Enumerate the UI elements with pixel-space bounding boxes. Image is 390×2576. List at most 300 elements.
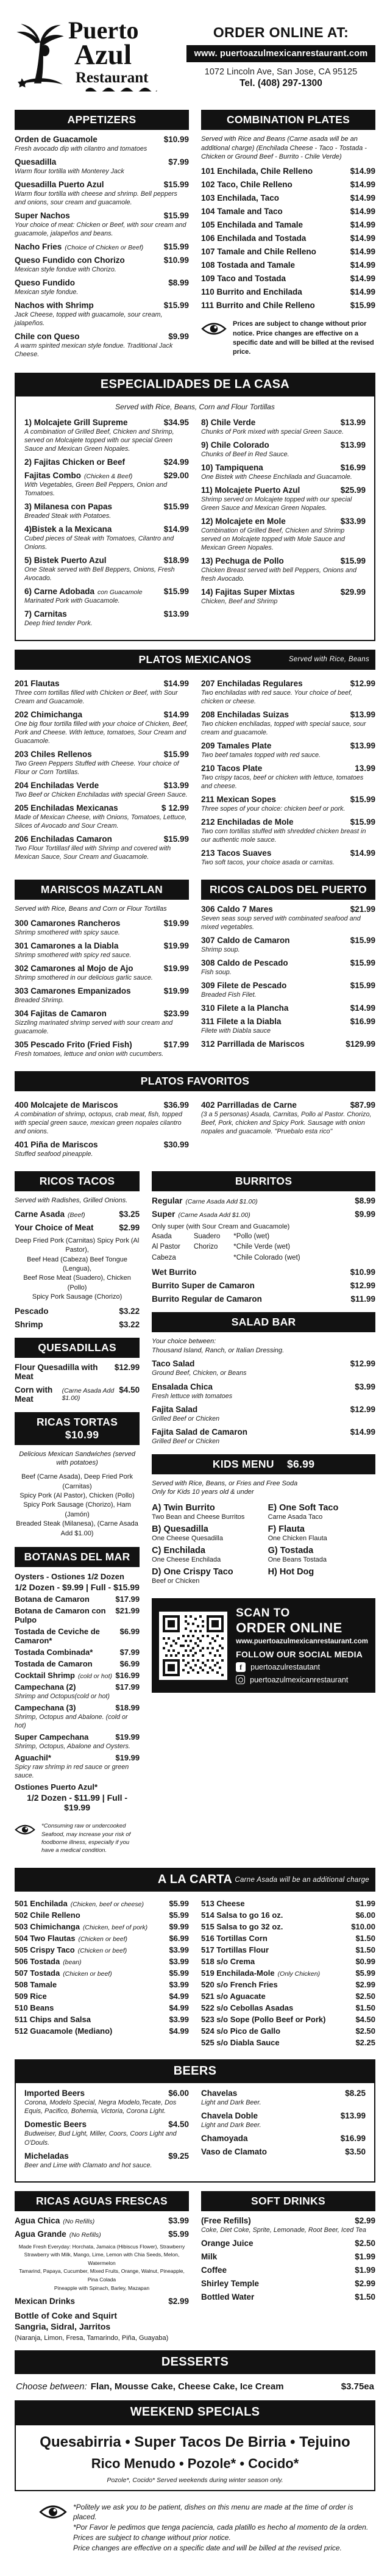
- item-name: 523 s/o Sope (Pollo Beef or Pork): [201, 2015, 326, 2025]
- item-price: $15.99: [350, 980, 375, 990]
- item-name: Tostada Combinada*: [15, 1648, 93, 1657]
- item-name: 206 Enchiladas Camaron: [15, 834, 112, 844]
- item-price: $17.99: [115, 1595, 140, 1604]
- menu-item-head: [24, 2120, 189, 2129]
- item-description: Your choice of meat: Chicken or Beef, with sour cream and guacamole, jalapeños and beans.: [15, 221, 186, 237]
- text-line: *Pollo (wet): [233, 1233, 270, 1241]
- item-name: 9) Chile Colorado: [201, 440, 269, 450]
- item-name: Shrimp: [15, 1319, 43, 1329]
- item-name: 507 Tostada: [15, 1968, 60, 1978]
- item-price: $10.99: [163, 134, 189, 144]
- menu-item-head: [15, 1363, 140, 1381]
- item-note: con Guacamole: [98, 589, 143, 597]
- menu-item: [201, 207, 375, 216]
- menu-item-head: [152, 1359, 375, 1368]
- salad-bar-title: SALAD BAR: [152, 1312, 375, 1332]
- menu-item: [201, 2089, 366, 2107]
- item-name: 518 s/o Crema: [201, 1957, 255, 1967]
- tacos-meat-options: [15, 1236, 140, 1302]
- menu-item: [15, 1210, 140, 1219]
- menu-item-head: [24, 457, 189, 467]
- item-name: 521 s/o Aguacate: [201, 1992, 266, 2001]
- text-line: Pineapple with Spinach, Barley, Mazapan: [54, 2284, 150, 2291]
- item-name: Agua Chica: [15, 2215, 60, 2225]
- item-name: 6) Carne Adobada: [24, 587, 95, 597]
- item-name: Ensalada Chica: [152, 1382, 213, 1391]
- item-price: $33.99: [340, 517, 366, 526]
- item-price: $21.99: [115, 1606, 140, 1616]
- weekend-line-1: Quesabirria • Super Tacos De Birria • Tejuino: [40, 2433, 350, 2450]
- kids-item-name: F) Flauta: [268, 1524, 305, 1535]
- menu-item: [15, 986, 189, 1005]
- item-price: $19.99: [163, 963, 189, 973]
- item-description: Light and Dark Beer.: [201, 2099, 261, 2107]
- aguas-list: [15, 2216, 189, 2239]
- menu-item: [15, 1040, 189, 1058]
- menu-item-head: [201, 180, 375, 189]
- desserts-options: Flan, Mousse Cake, Cheese Cake, Ice Cream: [90, 2381, 284, 2392]
- caldos-title: RICOS CALDOS DEL PUERTO: [201, 880, 375, 900]
- menu-item-head: [15, 2015, 189, 2024]
- menu-item-head: [201, 418, 366, 427]
- menu-item-head: [15, 332, 189, 341]
- menu-item-head: [15, 781, 189, 790]
- item-description: Grilled Beef or Chicken: [152, 1415, 220, 1423]
- item-price: $7.99: [168, 157, 189, 167]
- menu-item: [201, 2038, 375, 2047]
- palm-tree-icon: [15, 23, 66, 91]
- menu-item: [201, 981, 375, 999]
- item-price: $23.99: [163, 1008, 189, 1018]
- item-name: 506 Tostada: [15, 1957, 60, 1967]
- item-price: $4.99: [169, 2026, 189, 2036]
- menu-item-head: [201, 1100, 375, 1110]
- menu-item-head: [15, 180, 189, 189]
- menu-item: [15, 135, 189, 153]
- item-description: Chunks of Pork mixed with special Green Sauce.: [201, 428, 344, 436]
- item-name: 520 s/o French Fries: [201, 1980, 278, 1990]
- section-botanas-del-mar: [15, 1547, 140, 1854]
- item-name: Chavela Doble: [201, 2111, 258, 2121]
- menu-item-head: [15, 1040, 189, 1049]
- item-description: Shrimp smothered in our delicious garlic sauce.: [15, 974, 153, 981]
- menu-item: [15, 1595, 140, 1604]
- item-name: 501 Enchilada: [15, 1899, 68, 1909]
- section-caldos: [201, 871, 375, 1053]
- menu-item-head: [201, 2216, 375, 2225]
- item-price: $3.99: [168, 2215, 189, 2225]
- item-price: $5.99: [169, 1968, 189, 1978]
- especialidades-title: ESPECIALIDADES DE LA CASA: [15, 373, 375, 396]
- right-column: [152, 1163, 375, 1693]
- item-name: 204 Enchiladas Verde: [15, 780, 99, 790]
- favoritos-right-list: [201, 1096, 375, 1140]
- item-price: $8.99: [355, 1196, 375, 1206]
- website: www. puertoazulmexicanrestaurant.com: [186, 45, 375, 62]
- menu-item: [15, 1671, 140, 1680]
- menu-item: [15, 2026, 189, 2036]
- menu-item: [152, 1210, 375, 1219]
- item-description: Mexican style fondue.: [15, 288, 79, 296]
- item-name: 504 Two Flautas: [15, 1934, 76, 1943]
- menu-item-head: [201, 1922, 375, 1931]
- menu-item: [24, 556, 189, 583]
- footer-lines: [73, 2502, 375, 2553]
- platos-right-list: [201, 675, 375, 871]
- menu-item-head: [152, 1382, 375, 1391]
- item-price: $12.99: [350, 1404, 375, 1414]
- burritos-title: BURRITOS: [152, 1171, 375, 1191]
- menu-item: [201, 1922, 375, 1931]
- aguas-flavor-lines: [15, 2243, 189, 2293]
- item-price: $87.99: [350, 1100, 375, 1110]
- jarritos-flavors: (Naranja, Limon, Fresa, Tamarindo, Piña, Guayaba): [15, 2334, 169, 2342]
- kids-item-description: One Chicken Flauta: [268, 1535, 327, 1543]
- menu-item: [24, 457, 189, 467]
- quesadillas-list: [15, 1363, 140, 1404]
- item-price: $0.99: [355, 1957, 375, 1967]
- menu-item: [15, 1320, 140, 1329]
- item-name: Corn with Meat: [15, 1385, 53, 1404]
- item-price: $19.99: [163, 918, 189, 928]
- item-name: 11) Molcajete Puerto Azul: [201, 486, 300, 495]
- menu-item-head: [15, 242, 189, 251]
- menu-item: [15, 2216, 189, 2225]
- qr-code: [159, 1612, 227, 1680]
- item-price: $14.99: [350, 848, 375, 858]
- item-name: Ostiones Puerto Azul*: [15, 1782, 98, 1792]
- item-description: Breaded Fish Filet.: [201, 991, 257, 999]
- menu-item: [15, 301, 189, 328]
- item-description: Coke, Diet Coke, Sprite, Lemonade, Root Beer, Iced Tea: [201, 2226, 366, 2234]
- item-price: $9.99: [355, 1210, 375, 1219]
- notice-text: *Consuming raw or undercooked Seafood, may increase your risk of foodborne illness, especially if you have a medical condition.: [41, 1823, 131, 1854]
- item-price: $15.99: [163, 179, 189, 189]
- kids-left-list: [152, 1499, 259, 1588]
- menu-item: [15, 211, 189, 238]
- item-name: 102 Taco, Chile Relleno: [201, 180, 292, 190]
- salad-list: [152, 1359, 375, 1445]
- text-line: *Chile Colorado (wet): [233, 1254, 300, 1261]
- item-name: 401 Piña de Mariscos: [15, 1140, 98, 1149]
- item-name: Campechana (3): [15, 1703, 76, 1713]
- menu-item: [201, 2239, 375, 2248]
- text-line: Strawberry with Milk, Mango, Lime, Lemon with Chia Seeds, Melon, Watermelon: [24, 2251, 180, 2266]
- item-name: Wet Burrito: [152, 1267, 197, 1277]
- menu-item: [15, 964, 189, 982]
- item-note: (Only Chicken): [277, 1970, 321, 1978]
- item-price: $7.99: [119, 1648, 140, 1657]
- item-price: $1.99: [355, 2265, 375, 2275]
- kids-item-description: Beef or Chicken: [152, 1577, 200, 1585]
- menu-item: [24, 2089, 189, 2115]
- menu-item-head: [201, 220, 375, 229]
- burritos-meat-columns: [152, 1232, 375, 1263]
- item-note: (No Refills): [63, 2217, 95, 2225]
- item-name: 304 Fajitas de Camaron: [15, 1008, 107, 1018]
- menu-item-head: [201, 1945, 375, 1954]
- item-price: $1.50: [355, 1934, 375, 1943]
- ricas-tortas-title: RICAS TORTAS: [36, 1415, 118, 1428]
- menu-item-head: [15, 2003, 189, 2012]
- kids-menu-item: [268, 1524, 375, 1542]
- mariscos-subtitle: Served with Rice, Beans and Corn or Flour Tortillas: [15, 905, 167, 913]
- menu-item-head: [201, 2015, 375, 2024]
- menu-item: [15, 278, 189, 296]
- item-name: Pescado: [15, 1306, 49, 1316]
- especialidades-left-list: [24, 414, 189, 632]
- item-description: Two Green Peppers Stuffed with Cheese. Your choice of Flour or Corn Tortillas.: [15, 759, 179, 776]
- text-line: Spicy Pork Sausage (Chorizo), Ham (Jamón): [23, 1501, 131, 1518]
- item-price: $10.99: [163, 255, 189, 265]
- burritos-super-note: Only super (with Sour Cream and Guacamole): [152, 1223, 290, 1231]
- item-description: Filete with Diabla sauce: [201, 1027, 271, 1035]
- menu-item-head: [201, 849, 375, 858]
- menu-item-head: [201, 287, 375, 296]
- menu-item-head: [201, 556, 366, 565]
- item-price: $11.99: [350, 1294, 375, 1304]
- item-name: Your Choice of Meat: [15, 1222, 94, 1232]
- item-price: $17.99: [163, 1039, 189, 1049]
- menu-item: [201, 795, 375, 813]
- menu-item: [201, 1003, 375, 1013]
- menu-item-head: [201, 1968, 375, 1978]
- item-name: 305 Pescado Frito (Fried Fish): [15, 1039, 132, 1049]
- item-price: $12.99: [350, 678, 375, 688]
- item-price: $3.99: [169, 1980, 189, 1990]
- item-price: $14.99: [350, 1427, 375, 1437]
- item-price: $9.25: [168, 2151, 189, 2161]
- item-description: Grilled Beef or Chicken: [152, 1437, 220, 1445]
- menu-item-head: [15, 679, 189, 688]
- menu-item-head: [24, 418, 189, 427]
- menu-item: [152, 1382, 375, 1401]
- item-name: Oysters - Ostiones 1/2 Dozen: [15, 1572, 124, 1582]
- item-name: 1) Molcajete Grill Supreme: [24, 418, 128, 428]
- item-description: One Steak served with Bell Beppers, Onions, Fresh Avocado.: [24, 566, 175, 583]
- menu-item: [201, 274, 375, 283]
- item-name: 208 Enchiladas Suizas: [201, 709, 289, 719]
- item-name: Fajita Salad: [152, 1404, 198, 1414]
- menu-item-head: [15, 157, 189, 167]
- item-description: One Bistek with Cheese Enchilada and Guacamole.: [201, 473, 352, 481]
- aguas-frescas-title: RICAS AGUAS FRESCAS: [15, 2191, 189, 2211]
- menu-item: [201, 247, 375, 256]
- item-price: $15.99: [350, 301, 375, 310]
- menu-item-head: [201, 2279, 375, 2288]
- item-description: A combination of shrimp, octopus, crab meat, fish, topped with special green sauce, mexican green nopales cilantro and onions.: [15, 1110, 183, 1135]
- item-price: $34.95: [163, 418, 189, 428]
- item-description: Sizzling marinated shrimp served with sour cream and guacamole.: [15, 1019, 173, 1035]
- item-description: Shrimp smothered with spicy red sauce.: [15, 951, 132, 959]
- item-name: 517 Tortillas Flour: [201, 1945, 269, 1955]
- item-name: Orden de Guacamole: [15, 134, 98, 144]
- menu-item-head: [201, 936, 375, 945]
- item-description: Warm flour tortilla with cheese and shrimp. Bell peppers and onions, sour cream and guacamole.: [15, 190, 177, 206]
- item-name: Agua Grande: [15, 2229, 66, 2239]
- menu-item: [201, 1100, 375, 1136]
- combination-list: [201, 167, 375, 310]
- item-note: (Chicken, beef or cheese): [70, 1901, 144, 1909]
- menu-item-head: [15, 941, 189, 950]
- section-platos-mexicanos: [15, 650, 375, 871]
- menu-item: [152, 1427, 375, 1446]
- menu-item: [15, 1980, 189, 1989]
- menu-item-head: [24, 609, 189, 619]
- section-salad-bar: [152, 1312, 375, 1446]
- quesadillas-title: QUESADILLAS: [15, 1338, 140, 1358]
- item-price: $3.99: [355, 1382, 375, 1391]
- menu-item-head: [201, 486, 366, 495]
- item-price: $19.99: [163, 941, 189, 950]
- menu-item-head: [15, 1223, 140, 1232]
- menu-item: [201, 1017, 375, 1035]
- menu-item: [201, 234, 375, 243]
- item-price: $3.25: [119, 1209, 140, 1219]
- item-price: $12.99: [350, 1280, 375, 1290]
- menu-item-head: [201, 905, 375, 914]
- menu-item-head: [201, 2111, 366, 2120]
- menu-item: [15, 1572, 140, 1592]
- kids-intro-line2: Only for Kids 10 years old & under: [152, 1488, 254, 1496]
- item-description: Three corn tortillas filled with Chicken or Beef, with Sour Cream and Guacamole.: [15, 689, 178, 705]
- menu-item: [152, 1294, 375, 1304]
- item-price: $36.99: [163, 1100, 189, 1110]
- menu-item: [15, 157, 189, 176]
- item-price: $6.00: [355, 1910, 375, 1920]
- item-price: $15.99: [163, 301, 189, 310]
- item-name: 8) Chile Verde: [201, 418, 256, 428]
- item-description: Jack Cheese, topped with guacamole, sour cream, jalapeños.: [15, 311, 163, 328]
- item-name: 108 Tostada and Tamale: [201, 260, 296, 270]
- menu-item-head: [15, 986, 189, 996]
- menu-item-head: [15, 964, 189, 973]
- especialidades-right-list: [201, 414, 366, 610]
- item-name: 201 Flautas: [15, 678, 60, 688]
- item-name: 511 Chips and Salsa: [15, 2015, 91, 2025]
- item-name: Burrito Regular de Camaron: [152, 1294, 262, 1304]
- item-name: 503 Chimichanga: [15, 1922, 80, 1932]
- item-price: $3.99: [169, 1945, 189, 1955]
- menu-item-head: [15, 1595, 140, 1604]
- menu-item: [15, 1703, 140, 1730]
- item-price: $9.99: [168, 332, 189, 342]
- text-line: Chorizo: [193, 1243, 218, 1251]
- item-price: $16.99: [115, 1671, 140, 1681]
- item-name: 101 Enchilada, Chile Relleno: [201, 167, 313, 176]
- item-price: $13.99: [163, 780, 189, 790]
- item-description: Shrimp served on Molcajete topped with our special Green Sauce and Mexican Green Nopales.: [201, 496, 352, 512]
- menu-item-head: [201, 2134, 366, 2143]
- item-price: $2.99: [119, 1222, 140, 1232]
- left-column: [15, 1163, 140, 1859]
- item-description: Shrimp, Octopus and Abalone. (cold or hot): [15, 1713, 128, 1730]
- item-description: Two corn tortillas stuffed with shredded chicken breast in our authentic mole sauce.: [201, 827, 366, 844]
- item-name: 505 Crispy Taco: [15, 1945, 75, 1955]
- phone: Tel. (408) 297-1300: [239, 77, 322, 88]
- item-name: 103 Enchilada, Taco: [201, 193, 280, 203]
- kids-item-description: One Cheese Quesadilla: [152, 1535, 223, 1543]
- item-price: $15.99: [163, 210, 189, 220]
- section-ricas-tortas: [15, 1412, 140, 1538]
- item-name: Queso Fundido con Chorizo: [15, 255, 125, 265]
- item-price: $2.25: [355, 2038, 375, 2048]
- contact-info: [186, 24, 375, 89]
- item-name: 502 Chile Relleno: [15, 1910, 80, 1920]
- a-la-carta-right-list: [201, 1896, 375, 2050]
- item-description: Spicy raw shrimp in red sauce or green sauce.: [15, 1763, 129, 1780]
- item-price: $9.99: [169, 1922, 189, 1932]
- item-price: $2.99: [355, 1980, 375, 1990]
- mexican-drinks-list: [15, 2297, 189, 2306]
- item-description: Stuffed seafood pineapple.: [15, 1150, 93, 1158]
- item-price: $1.50: [355, 2292, 375, 2302]
- item-note: (Chicken or beef): [63, 1970, 112, 1978]
- item-price: $4.50: [119, 1385, 140, 1394]
- kids-menu-item: [268, 1546, 375, 1563]
- menu-item: [201, 817, 375, 844]
- beers-right-list: [201, 2084, 366, 2161]
- weekend-specials-title: WEEKEND SPECIALS: [15, 2400, 375, 2424]
- item-price: $14.99: [350, 207, 375, 217]
- menu-item-head: [15, 2230, 189, 2239]
- text-line: Breaded Steak (Milanesa), (Carne Asada Add $1.00): [16, 1520, 138, 1537]
- menu-item: [201, 905, 375, 931]
- item-name: Super Nachos: [15, 210, 70, 220]
- menu-item-head: [15, 834, 189, 844]
- weekend-line-2: Rico Menudo • Pozole* • Cocido*: [91, 2455, 299, 2471]
- menu-item-head: [15, 1320, 140, 1329]
- item-price: $2.50: [355, 2026, 375, 2036]
- item-name: 300 Camarones Rancheros: [15, 918, 121, 928]
- menu-item: [15, 1992, 189, 2001]
- salad-intro-line1: Your choice between:: [152, 1337, 216, 1345]
- logo-text: [68, 16, 167, 94]
- item-description: A combination of Grilled Beef, Chicken and Shrimp, served on Molcajete topped with our special Green Sauce and Mexican Green Nopales.: [24, 428, 174, 453]
- item-name: 14) Fajitas Super Mixtas: [201, 587, 295, 597]
- section-combination-plates: [201, 101, 375, 362]
- especialidades-body: [16, 395, 374, 639]
- menu-item: [15, 679, 189, 706]
- menu-item: [201, 167, 375, 176]
- menu-item: [24, 418, 189, 453]
- text-line: Beef Head (Cabeza) Beef Tongue (Lengua),: [27, 1255, 128, 1273]
- facebook-handle-row: [236, 1662, 368, 1672]
- item-price: $12.99: [114, 1362, 140, 1372]
- text-line: Beef Rose Meat (Suadero), Chicken (Pollo): [23, 1274, 131, 1291]
- kids-menu-item: [268, 1567, 375, 1577]
- item-description: Budweiser, Bud Light, Miller, Coors, Coors Light and O'Douls.: [24, 2130, 177, 2147]
- item-price: $15.99: [350, 794, 375, 804]
- item-name: Chamoyada: [201, 2134, 248, 2144]
- text-line: Deep Fried Pork (Carnitas) Spicy Pork (Al Pastor),: [15, 1236, 140, 1254]
- menu-item: [15, 2230, 189, 2239]
- menu-item-head: [201, 710, 375, 719]
- menu-item: [15, 710, 189, 745]
- item-price: $5.99: [169, 1910, 189, 1920]
- item-name: Fajitas Combo: [24, 471, 82, 481]
- menu-item: [201, 260, 375, 270]
- item-price: $13.99: [163, 609, 189, 619]
- mariscos-title: MARISCOS MAZATLAN: [15, 880, 189, 900]
- item-name: 508 Tamale: [15, 1980, 57, 1990]
- menu-item-head: [201, 1992, 375, 2001]
- item-name: Queso Fundido: [15, 278, 75, 287]
- tortas-subtitle: Delicious Mexican Sandwiches (served with potatoes): [19, 1450, 135, 1467]
- weekend-note: Pozole*, Cocido* Served weekends during winter season only.: [107, 2476, 283, 2484]
- item-note: (Chicken, beef of pork): [82, 1924, 148, 1932]
- item-name: 207 Enchiladas Regulares: [201, 678, 303, 688]
